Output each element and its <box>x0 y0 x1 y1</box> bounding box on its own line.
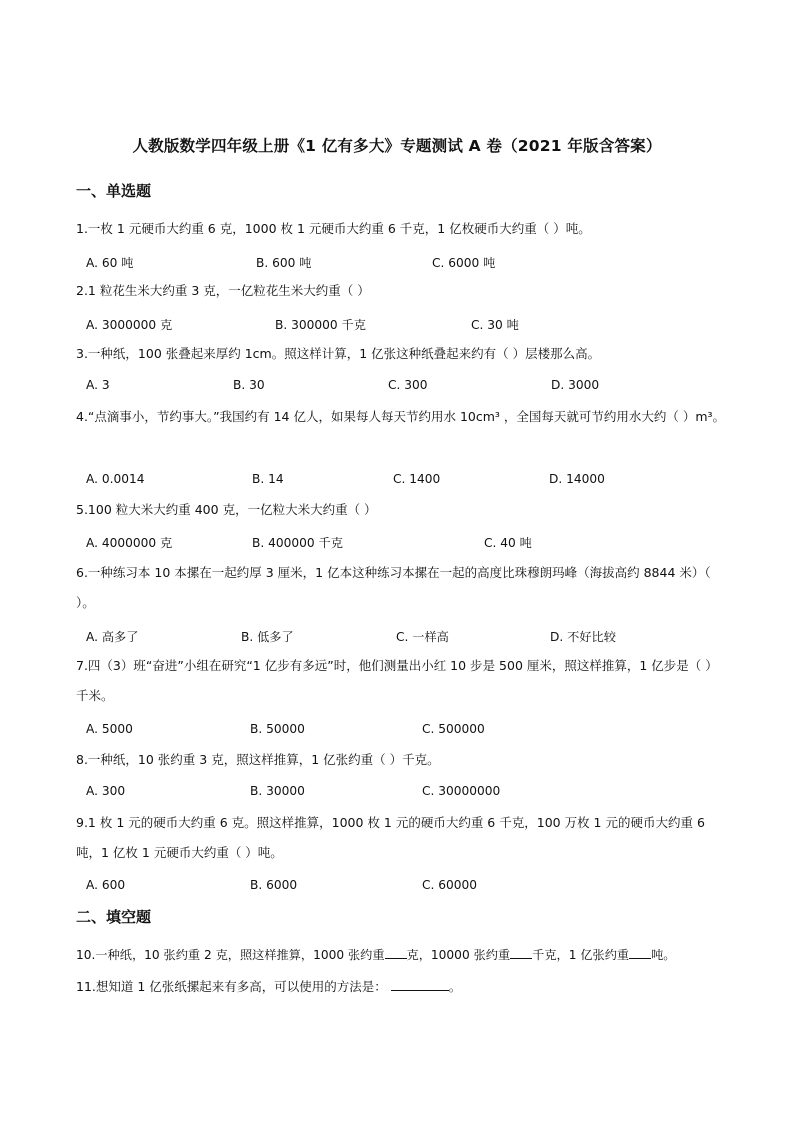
option-c[interactable]: C. 500000 <box>422 722 485 736</box>
option-b[interactable]: B. 低多了 <box>241 630 294 644</box>
option-a[interactable]: A. 4000000 克 <box>86 536 173 550</box>
answer-blank-2[interactable] <box>510 946 532 959</box>
option-a[interactable]: A. 60 吨 <box>86 256 134 270</box>
answer-blank[interactable] <box>391 978 449 991</box>
question-6: 6.一种练习本 10 本摞在一起约厚 3 厘米，1 亿本这种练习本摞在一起的高度比珠穆朗玛峰（海拔高约 8844 米）（ ）。 <box>76 565 711 610</box>
question-10-part-1: 10.一种纸，10 张约重 2 克，照这样推算，1000 张约重 <box>76 948 385 962</box>
option-c[interactable]: C. 40 吨 <box>484 536 532 550</box>
question-8: 8.一种纸，10 张约重 3 克，照这样推算，1 亿张约重（ ）千克。 <box>76 752 440 767</box>
question-8-options <box>86 784 726 808</box>
option-c[interactable]: C. 6000 吨 <box>432 256 496 270</box>
option-a[interactable]: A. 5000 <box>86 722 133 736</box>
question-9: 9.1 枚 1 元的硬币大约重 6 克。照这样推算，1000 枚 1 元的硬币大约重 6 千克，100 万枚 1 元的硬币大约重 6 吨，1 亿枚 1 元硬币大约重（ ）吨。 <box>76 815 705 860</box>
option-b[interactable]: B. 400000 千克 <box>252 536 343 550</box>
question-11-part-1: 11.想知道 1 亿张纸摞起来有多高，可以使用的方法是： <box>76 979 387 994</box>
option-c[interactable]: C. 30 吨 <box>471 318 519 332</box>
option-b[interactable]: B. 50000 <box>250 722 305 736</box>
section-heading-single-choice: 一、单选题 <box>76 182 152 200</box>
option-c[interactable]: C. 30000000 <box>422 784 501 798</box>
option-a[interactable]: A. 3000000 克 <box>86 318 173 332</box>
answer-blank-1[interactable] <box>385 946 407 959</box>
question-1: 1.一枚 1 元硬币大约重 6 克，1000 枚 1 元硬币大约重 6 千克，1 亿枚硬币大约重（ ）吨。 <box>76 221 591 236</box>
option-c[interactable]: C. 60000 <box>422 878 478 892</box>
option-b[interactable]: B. 6000 <box>250 878 298 892</box>
option-b[interactable]: B. 30 <box>233 378 265 392</box>
option-d[interactable]: D. 不好比较 <box>550 630 616 644</box>
option-b[interactable]: B. 30000 <box>250 784 305 798</box>
question-11-part-2: 。 <box>448 979 462 994</box>
question-3-options <box>86 378 726 402</box>
option-a[interactable]: A. 0.0014 <box>86 472 145 486</box>
question-11 <box>76 972 726 1002</box>
question-10-part-3: 千克，1 亿张约重 <box>532 948 630 962</box>
page-title: 人教版数学四年级上册《1 亿有多大》专题测试 A 卷（2021 年版含答案） <box>132 137 662 155</box>
option-c[interactable]: C. 300 <box>388 378 428 392</box>
question-2-options <box>86 316 726 340</box>
answer-blank-3[interactable] <box>629 946 651 959</box>
option-a[interactable]: A. 3 <box>86 378 110 392</box>
option-d[interactable]: D. 3000 <box>551 378 600 392</box>
option-d[interactable]: D. 14000 <box>549 472 605 486</box>
question-5: 5.100 粒大米大约重 400 克，一亿粒大米大约重（ ） <box>76 502 377 517</box>
option-a[interactable]: A. 高多了 <box>86 630 139 644</box>
question-4: 4.“点滴事小，节约事大。”我国约有 14 亿人，如果每人每天节约用水 10cm³ ，全国每天就可节约用水大约（ ）m³。 <box>76 409 726 424</box>
question-10-part-2: 克，10000 张约重 <box>406 948 511 962</box>
question-1-options <box>86 254 726 278</box>
option-c[interactable]: C. 一样高 <box>396 630 449 644</box>
question-10-part-4: 吨。 <box>651 948 676 962</box>
question-4-options <box>86 472 726 496</box>
option-b[interactable]: B. 14 <box>252 472 284 486</box>
question-5-options <box>86 534 726 558</box>
question-6-options <box>86 628 726 652</box>
question-7: 7.四（3）班“奋进”小组在研究“1 亿步有多远”时，他们测量出小红 10 步是 500 厘米，照这样推算，1 亿步是（ ）千米。 <box>76 658 718 703</box>
question-10 <box>76 940 736 970</box>
option-b[interactable]: B. 300000 千克 <box>275 318 366 332</box>
option-a[interactable]: A. 300 <box>86 784 126 798</box>
option-c[interactable]: C. 1400 <box>393 472 441 486</box>
option-b[interactable]: B. 600 吨 <box>256 256 312 270</box>
question-2: 2.1 粒花生米大约重 3 克，一亿粒花生米大约重（ ） <box>76 283 370 298</box>
option-a[interactable]: A. 600 <box>86 878 126 892</box>
question-9-options <box>86 878 726 902</box>
question-3: 3.一种纸，100 张叠起来厚约 1cm。照这样计算，1 亿张这种纸叠起来约有（ ）层楼那么高。 <box>76 346 601 361</box>
question-7-options <box>86 722 726 746</box>
section-heading-fill-blank: 二、填空题 <box>76 908 152 926</box>
